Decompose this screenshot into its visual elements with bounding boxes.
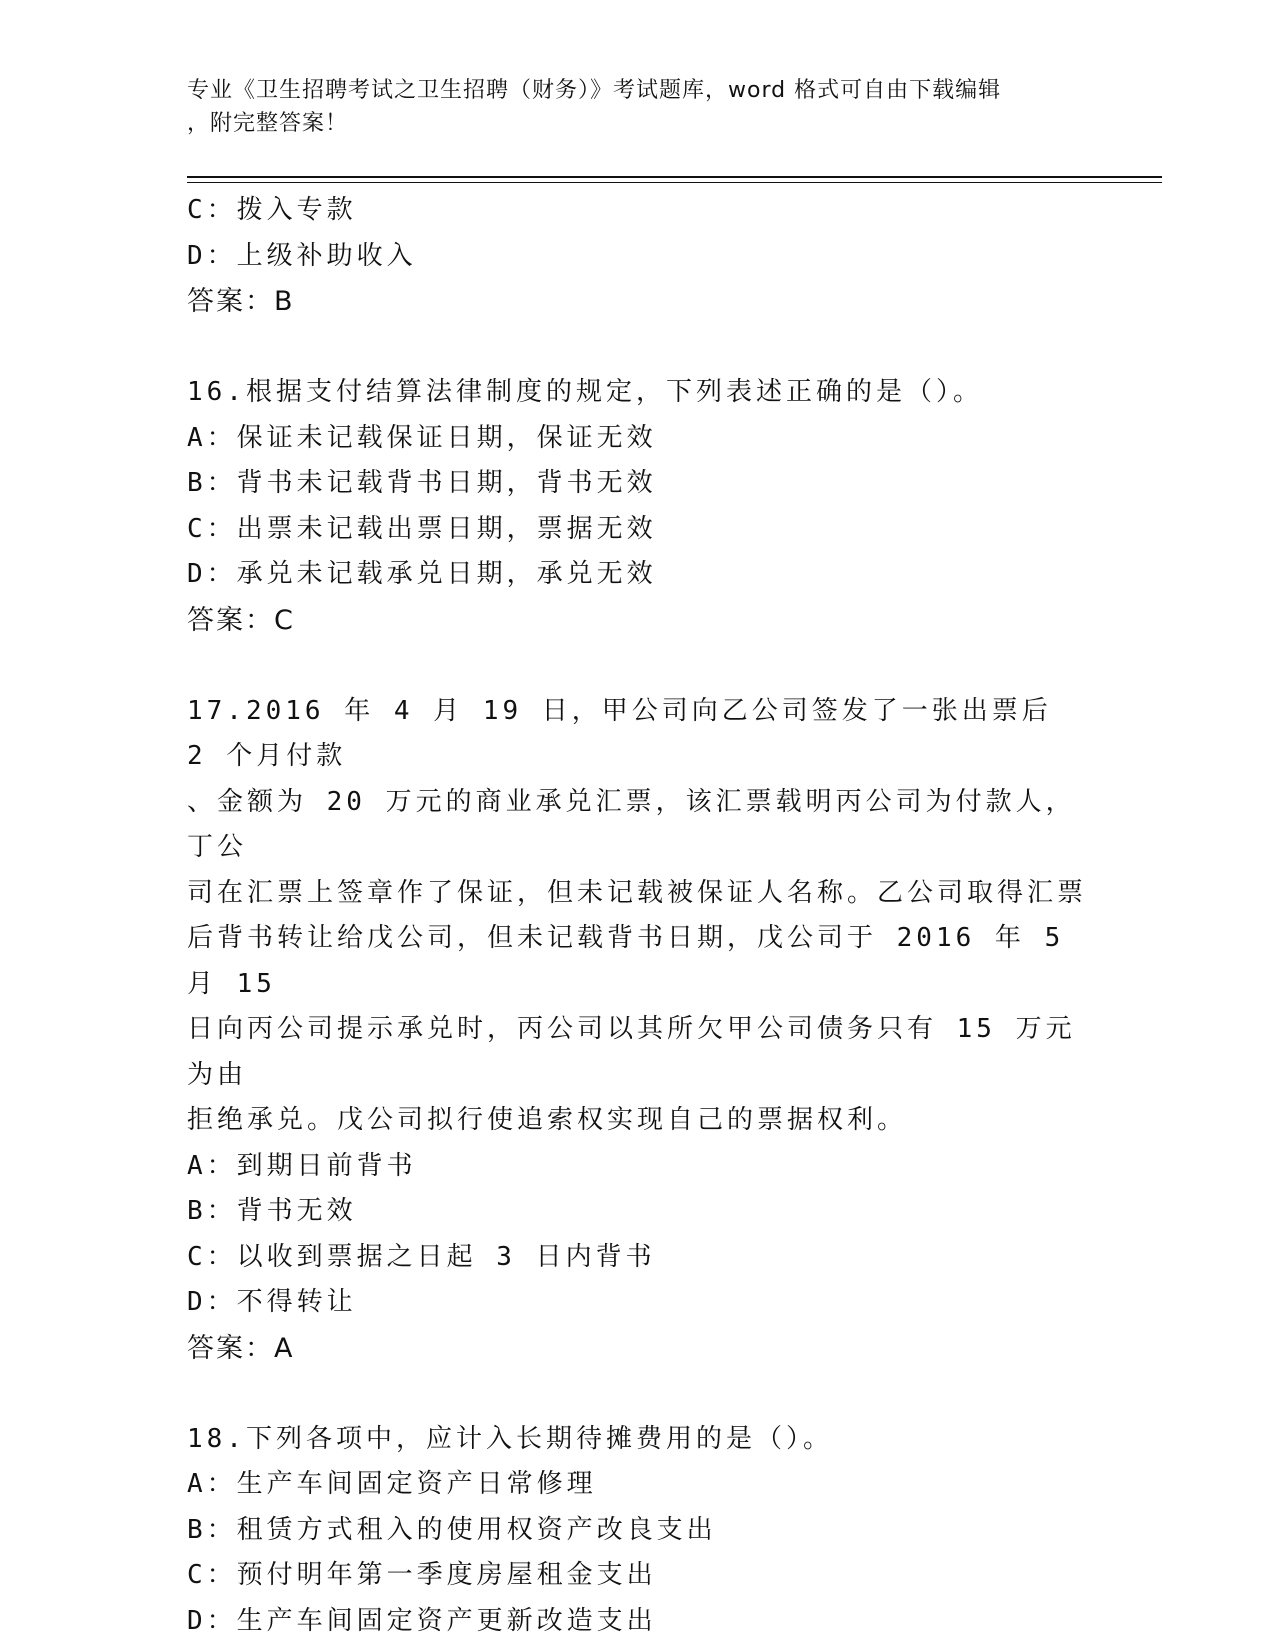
option-b: B：背书无效 bbox=[187, 1196, 357, 1226]
header-line-1: 专业《卫生招聘考试之卫生招聘（财务）》考试题库，word 格式可自由下载编辑 bbox=[187, 78, 1002, 103]
question-18 bbox=[187, 1417, 1087, 1645]
option-c: C：出票未记载出票日期，票据无效 bbox=[187, 513, 657, 544]
option-d: D：承兑未记载承兑日期，承兑无效 bbox=[187, 559, 657, 589]
option-a: A：到期日前背书 bbox=[187, 1150, 417, 1181]
header-line-2: ，附完整答案！ bbox=[187, 111, 349, 136]
question-stem-line: 、金额为 20 万元的商业承兑汇票，该汇票载明丙公司为付款人，丁公 bbox=[187, 786, 1076, 862]
question-16 bbox=[187, 370, 1087, 643]
question-15-tail bbox=[187, 188, 1087, 325]
question-stem-line: 拒绝承兑。戊公司拟行使追索权实现自己的票据权利。 bbox=[187, 1105, 908, 1135]
option-d: D：生产车间固定资产更新改造支出 bbox=[187, 1605, 657, 1636]
question-stem: 16.根据支付结算法律制度的规定，下列表述正确的是（）。 bbox=[187, 377, 983, 407]
option-b: B：背书未记载背书日期，背书无效 bbox=[187, 468, 657, 498]
option-d: D：不得转让 bbox=[187, 1287, 357, 1317]
spacer bbox=[187, 325, 1087, 371]
option-c: C：预付明年第一季度房屋租金支出 bbox=[187, 1560, 657, 1590]
question-stem-line: 17.2016 年 4 月 19 日，甲公司向乙公司签发了一张出票后 2 个月付款 bbox=[187, 695, 1072, 771]
option-c: C：拨入专款 bbox=[187, 195, 357, 225]
question-stem-line: 日向丙公司提示承兑时，丙公司以其所欠甲公司债务只有 15 万元为由 bbox=[187, 1014, 1076, 1090]
option-b: B：租赁方式租入的使用权资产改良支出 bbox=[187, 1514, 717, 1545]
question-list bbox=[187, 188, 1087, 1644]
option-a: A：生产车间固定资产日常修理 bbox=[187, 1469, 597, 1499]
question-stem-line: 司在汇票上签章作了保证，但未记载被保证人名称。乙公司取得汇票 bbox=[187, 877, 1088, 908]
answer-line: 答案：B bbox=[187, 286, 295, 317]
header-divider-thick bbox=[187, 176, 1162, 178]
answer-line: 答案：A bbox=[187, 1332, 295, 1364]
option-d: D：上级补助收入 bbox=[187, 240, 417, 271]
question-stem: 18.下列各项中，应计入长期待摊费用的是（）。 bbox=[187, 1423, 833, 1454]
header-divider-thin bbox=[187, 182, 1162, 183]
question-17 bbox=[187, 689, 1087, 1372]
option-a: A：保证未记载保证日期，保证无效 bbox=[187, 422, 657, 453]
spacer bbox=[187, 643, 1087, 689]
answer-line: 答案：C bbox=[187, 604, 295, 636]
document-header bbox=[187, 74, 1087, 140]
question-stem-line: 后背书转让给戊公司，但未记载背书日期，戊公司于 2016 年 5 月 15 bbox=[187, 923, 1084, 999]
option-c: C：以收到票据之日起 3 日内背书 bbox=[187, 1241, 656, 1272]
spacer bbox=[187, 1371, 1087, 1417]
